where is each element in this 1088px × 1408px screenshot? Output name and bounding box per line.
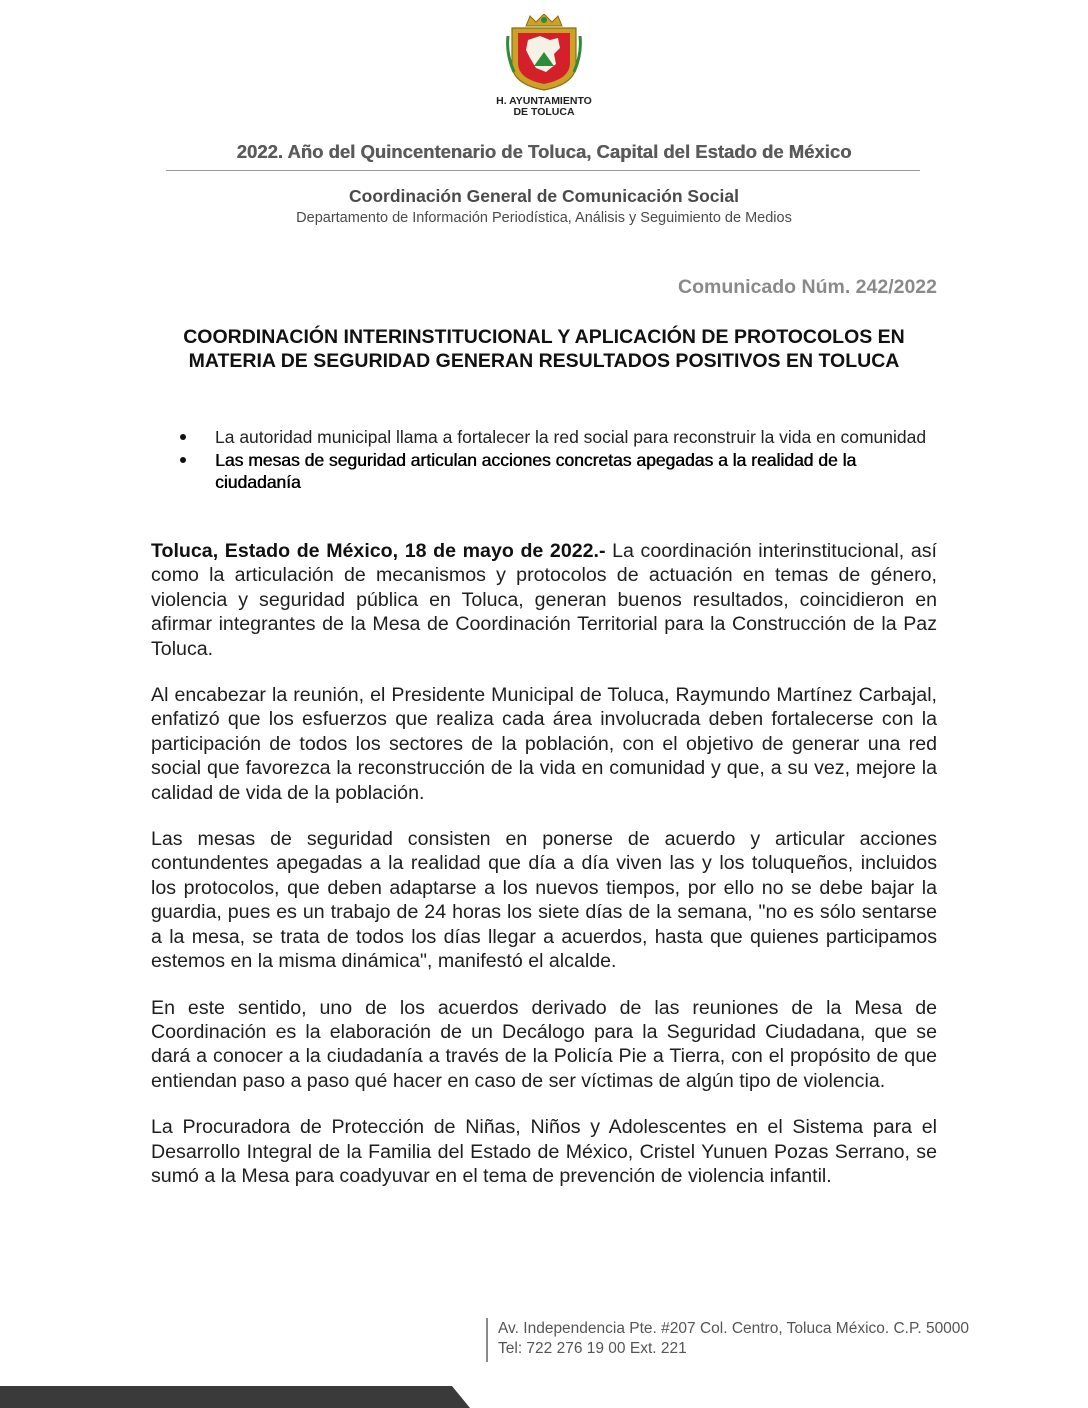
logo-caption-line2: DE TOLUCA <box>513 106 575 118</box>
paragraph-text: La coordinación interinstitucional, así como la articulación de mecanismos y protocolos de actuación en temas de género, violencia y seguridad pública en Toluca, generan buenos resultados, coincidieron en afirmar integrantes de la Mesa de Coordinación Territorial para la Construcción de la Paz Toluca. <box>151 540 937 660</box>
bullet-text: La autoridad municipal llama a fortalecer la red social para reconstruir la vida en comunidad <box>215 427 927 447</box>
department-subtitle: Departamento de Información Periodística, Análisis y Seguimiento de Medios <box>296 210 792 226</box>
year-motto: 2022. Año del Quincentenario de Toluca, Capital del Estado de México <box>236 141 852 162</box>
communique-number: Comunicado Núm. 242/2022 <box>677 276 937 298</box>
logo-caption <box>470 96 618 118</box>
logo-caption-line1: H. AYUNTAMIENTO <box>496 95 592 107</box>
summary-bullets <box>176 426 936 494</box>
footer-phone: Tel: 722 276 19 00 Ext. 221 <box>498 1340 687 1357</box>
article-body <box>151 539 937 1210</box>
dateline: Toluca, Estado de México, 18 de mayo de 2022.- <box>151 540 606 562</box>
department-title: Coordinación General de Comunicación Social <box>349 186 739 206</box>
summary-bullet-item <box>176 426 936 448</box>
body-paragraph: La Procuradora de Protección de Niñas, Niños y Adolescentes en el Sistema para el Desarrollo Integral de la Familia del Estado de México, Cristel Yunuen Pozas Serrano, se sumó a la Mesa para coadyuvar en el tema de prevención de violencia infantil. <box>151 1116 937 1187</box>
body-paragraph <box>151 539 937 661</box>
footer-address: Av. Independencia Pte. #207 Col. Centro, Toluca México. C.P. 50000 <box>498 1320 970 1337</box>
bullet-dot-icon <box>180 457 186 463</box>
body-paragraph: Las mesas de seguridad consisten en ponerse de acuerdo y articular acciones contundentes apegadas a la realidad que día a día viven las y los toluqueños, incluidos los protocolos, que deben adaptarse a los nuevos tiempos, por ello no se debe bajar la guardia, pues es un trabajo de 24 horas los siete días de la semana, "no es sólo sentarse a la mesa, se trata de todos los días llegar a acuerdos, hasta que quienes participamos estemos en la misma dinámica", manifestó el alcalde. <box>151 828 937 973</box>
footer-divider <box>486 1318 488 1362</box>
body-paragraph: En este sentido, uno de los acuerdos derivado de las reuniones de la Mesa de Coordinación es la elaboración de un Decálogo para la Seguridad Ciudadana, que se dará a conocer a la ciudadanía a través de la Policía Pie a Tierra, con el propósito de que entiendan paso a paso qué hacer en caso de ser víctimas de algún tipo de violencia. <box>151 996 937 1092</box>
body-paragraph: Al encabezar la reunión, el Presidente Municipal de Toluca, Raymundo Martínez Carbajal, enfatizó que los esfuerzos que realiza cada área involucrada deben fortalecerse con la participación de todos los sectores de la población, con el objetivo de generar una red social que favorezca la reconstrucción de la vida en comunidad y que, a su vez, mejore la calidad de vida de la población. <box>151 684 937 804</box>
page-title: COORDINACIÓN INTERINSTITUCIONAL Y APLICACIÓN DE PROTOCOLOS EN MATERIA DE SEGURIDAD GENERAN RESULTADOS POSITIVOS EN TOLUCA <box>183 326 905 372</box>
bullet-text: Las mesas de seguridad articulan acciones concretas apegadas a la realidad de la ciudadanía <box>215 450 857 492</box>
header-divider <box>166 170 920 171</box>
footer-decorative-band <box>0 1382 470 1408</box>
summary-bullet-item <box>176 449 936 493</box>
toluca-coat-of-arms-logo <box>506 14 582 92</box>
bullet-dot-icon <box>180 434 186 440</box>
